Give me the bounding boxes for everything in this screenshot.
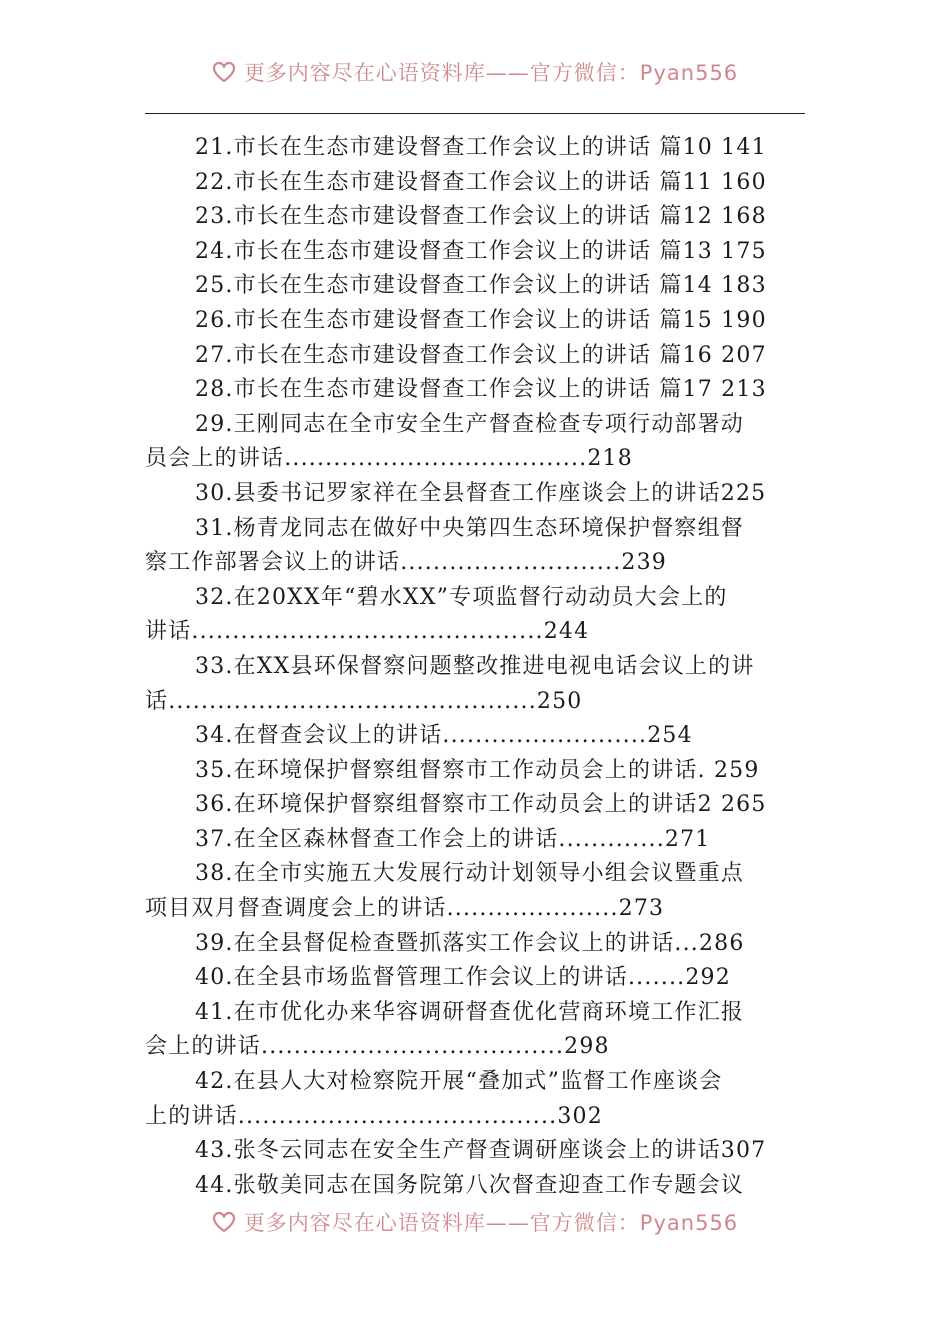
toc-line: 39.在全县督促检查暨抓落实工作会议上的讲话...286	[195, 930, 745, 956]
header-divider	[145, 113, 805, 114]
toc-line: 讲话...........................................244	[145, 619, 590, 645]
footer-watermark	[0, 1204, 950, 1240]
toc-line: 43.张冬云同志在安全生产督查调研座谈会上的讲话307	[195, 1138, 767, 1164]
toc-line: 22.市长在生态市建设督查工作会议上的讲话 篇11 160	[195, 169, 767, 195]
toc-line: 会上的讲话.....................................298	[145, 1034, 610, 1060]
toc-line: 32.在20XX年“碧水XX”专项监督行动动员大会上的	[195, 584, 728, 610]
toc-line: 34.在督查会议上的讲话.........................254	[195, 723, 693, 749]
toc-line: 35.在环境保护督察组督察市工作动员会上的讲话. 259	[195, 757, 760, 783]
toc-line: 33.在XX县环保督察问题整改推进电视电话会议上的讲	[195, 653, 755, 679]
toc-line: 36.在环境保护督察组督察市工作动员会上的讲话2 265	[195, 792, 767, 818]
footer-watermark-text: 更多内容尽在心语资料库——官方微信：Pyan556	[243, 1211, 739, 1235]
toc-line: 40.在全县市场监督管理工作会议上的讲话.......292	[195, 965, 731, 991]
toc-line: 29.王刚同志在全市安全生产督查检查专项行动部署动	[195, 411, 744, 437]
toc-line: 24.市长在生态市建设督查工作会议上的讲话 篇13 175	[195, 238, 767, 264]
toc-line: 38.在全市实施五大发展行动计划领导小组会议暨重点	[195, 861, 744, 887]
toc-line: 30.县委书记罗家祥在全县督查工作座谈会上的讲话225	[195, 480, 767, 506]
toc-line: 25.市长在生态市建设督查工作会议上的讲话 篇14 183	[195, 273, 767, 299]
toc-line: 话.............................................250	[145, 688, 583, 714]
toc-line: 上的讲话.......................................302	[145, 1103, 603, 1129]
header-watermark-text: 更多内容尽在心语资料库——官方微信：Pyan556	[243, 61, 739, 85]
toc-line: 员会上的讲话.....................................218	[145, 446, 633, 472]
header-watermark	[0, 54, 950, 90]
toc-line: 26.市长在生态市建设督查工作会议上的讲话 篇15 190	[195, 307, 767, 333]
toc-line: 28.市长在生态市建设督查工作会议上的讲话 篇17 213	[195, 377, 767, 403]
toc-line: 42.在县人大对检察院开展“叠加式”监督工作座谈会	[195, 1069, 723, 1095]
toc-line: 41.在市优化办来华容调研督查优化营商环境工作汇报	[195, 999, 744, 1025]
table-of-contents	[145, 131, 805, 1203]
toc-line: 44.张敬美同志在国务院第八次督查迎查工作专题会议	[195, 1172, 744, 1198]
toc-line: 23.市长在生态市建设督查工作会议上的讲话 篇12 168	[195, 204, 767, 230]
toc-line: 察工作部署会议上的讲话...........................239	[145, 550, 668, 576]
heart-logo-icon	[212, 60, 236, 84]
toc-line: 31.杨青龙同志在做好中央第四生态环境保护督察组督	[195, 515, 744, 541]
heart-logo-icon	[212, 1210, 236, 1234]
toc-line: 项目双月督查调度会上的讲话.....................273	[145, 896, 665, 922]
toc-line: 37.在全区森林督查工作会上的讲话.............271	[195, 826, 711, 852]
toc-line: 27.市长在生态市建设督查工作会议上的讲话 篇16 207	[195, 342, 767, 368]
toc-line: 21.市长在生态市建设督查工作会议上的讲话 篇10 141	[195, 135, 767, 160]
